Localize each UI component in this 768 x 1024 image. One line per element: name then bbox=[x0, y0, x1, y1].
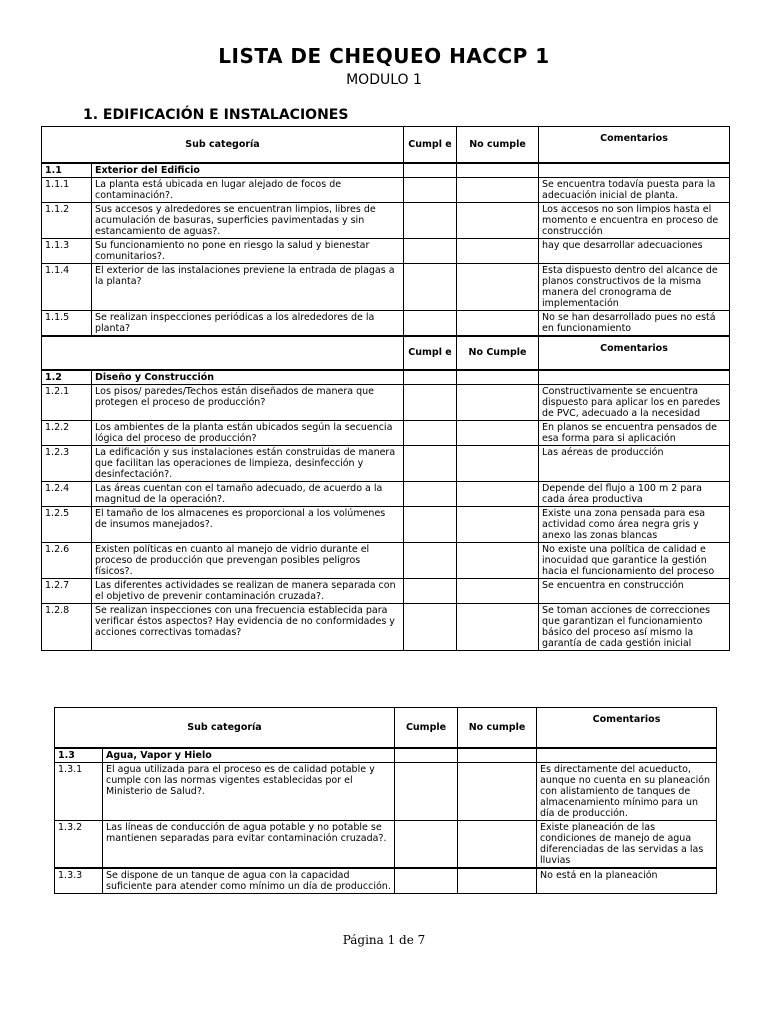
cumple-cell[interactable] bbox=[404, 445, 457, 481]
category-number: 1.3 bbox=[55, 748, 103, 763]
cumple-cell[interactable] bbox=[404, 506, 457, 542]
comment-cell: Se encuentra en construcción bbox=[539, 578, 730, 603]
no-cumple-cell[interactable] bbox=[457, 542, 539, 578]
item-number: 1.1.4 bbox=[42, 263, 92, 310]
comment-cell: Se encuentra todavía puesta para la adecuación inicial de planta. bbox=[539, 177, 730, 202]
cumple-cell[interactable] bbox=[404, 263, 457, 310]
item-text: Las diferentes actividades se realizan de manera separada con el objetivo de prevenir contaminación cruzada?. bbox=[92, 578, 404, 603]
no-cumple-cell[interactable] bbox=[457, 310, 539, 336]
no-cumple-cell[interactable] bbox=[458, 762, 537, 820]
category-number: 1.2 bbox=[42, 370, 92, 385]
item-number: 1.2.1 bbox=[42, 384, 92, 420]
item-number: 1.3.1 bbox=[55, 762, 103, 820]
table-row bbox=[42, 202, 730, 238]
item-text: La planta está ubicada en lugar alejado de focos de contaminación?. bbox=[92, 177, 404, 202]
table-row bbox=[42, 603, 730, 650]
category-number: 1.1 bbox=[42, 163, 92, 178]
no-cumple-cell[interactable] bbox=[457, 238, 539, 263]
item-text: Las áreas cuentan con el tamaño adecuado, de acuerdo a la magnitud de la operación?. bbox=[92, 481, 404, 506]
comment-cell: Los accesos no son limpios hasta el momento e encuentra en proceso de construcción bbox=[539, 202, 730, 238]
no-cumple-cell[interactable] bbox=[457, 578, 539, 603]
cumple-cell[interactable] bbox=[404, 481, 457, 506]
table-row bbox=[42, 578, 730, 603]
header-cumple: Cumpl e bbox=[404, 127, 457, 163]
item-text: Se dispone de un tanque de agua con la capacidad suficiente para atender como mínimo un día de producción. bbox=[103, 868, 395, 894]
item-number: 1.2.8 bbox=[42, 603, 92, 650]
cumple-cell[interactable] bbox=[404, 238, 457, 263]
comment-cell: No se han desarrollado pues no está en funcionamiento bbox=[539, 310, 730, 336]
item-text: Su funcionamiento no pone en riesgo la salud y bienestar comunitarios?. bbox=[92, 238, 404, 263]
cumple-cell[interactable] bbox=[404, 603, 457, 650]
cumple-cell[interactable] bbox=[395, 820, 458, 868]
no-cumple-cell[interactable] bbox=[458, 820, 537, 868]
item-number: 1.2.6 bbox=[42, 542, 92, 578]
no-cumple-cell[interactable] bbox=[458, 868, 537, 894]
item-text: La edificación y sus instalaciones están construidas de manera que facilitan las operaciones de limpieza, desinfección y desinfectación?. bbox=[92, 445, 404, 481]
comment-cell: Existe planeación de las condiciones de manejo de agua diferenciadas de las servidas a las lluvias bbox=[537, 820, 717, 868]
checklist-table-2 bbox=[54, 707, 717, 894]
item-text: El exterior de las instalaciones previene la entrada de plagas a la planta? bbox=[92, 263, 404, 310]
no-cumple-cell[interactable] bbox=[457, 177, 539, 202]
table-header-row bbox=[42, 127, 730, 163]
table-row bbox=[55, 762, 717, 820]
no-cumple-cell[interactable] bbox=[457, 420, 539, 445]
item-text: El tamaño de los almacenes es proporcional a los volúmenes de insumos manejados?. bbox=[92, 506, 404, 542]
no-cumple-cell[interactable] bbox=[457, 202, 539, 238]
item-text: Las líneas de conducción de agua potable y no potable se mantienen separadas para evitar contaminación cruzada?. bbox=[103, 820, 395, 868]
item-text: Los pisos/ paredes/Techos están diseñados de manera que protegen el proceso de producción? bbox=[92, 384, 404, 420]
header-subcategory: Sub categoría bbox=[42, 127, 404, 163]
item-number: 1.3.2 bbox=[55, 820, 103, 868]
no-cumple-cell[interactable] bbox=[457, 603, 539, 650]
item-number: 1.1.1 bbox=[42, 177, 92, 202]
header-no-cumple: No Cumple bbox=[457, 336, 539, 370]
table-header-row bbox=[55, 708, 717, 748]
item-text: El agua utilizada para el proceso es de calidad potable y cumple con las normas vigentes establecidas por el Ministerio de Salud?. bbox=[103, 762, 395, 820]
cumple-cell[interactable] bbox=[404, 542, 457, 578]
item-text: Existen políticas en cuanto al manejo de vidrio durante el proceso de producción que prevengan posibles peligros físicos?. bbox=[92, 542, 404, 578]
table-row bbox=[42, 481, 730, 506]
item-number: 1.3.3 bbox=[55, 868, 103, 894]
header-no-cumple: No cumple bbox=[457, 127, 539, 163]
checklist-table-1 bbox=[41, 126, 730, 651]
cumple-cell[interactable] bbox=[404, 384, 457, 420]
comment-cell: Existe una zona pensada para esa actividad como área negra gris y anexo las zonas blancas bbox=[539, 506, 730, 542]
item-number: 1.1.5 bbox=[42, 310, 92, 336]
category-name: Agua, Vapor y Hielo bbox=[103, 748, 395, 763]
cumple-cell[interactable] bbox=[404, 202, 457, 238]
cumple-cell[interactable] bbox=[404, 420, 457, 445]
comment-cell: Constructivamente se encuentra dispuesto para aplicar los en paredes de PVC, adecuado a la necesidad bbox=[539, 384, 730, 420]
cumple-cell[interactable] bbox=[404, 310, 457, 336]
page-title: LISTA DE CHEQUEO HACCP 1 bbox=[218, 44, 550, 68]
item-number: 1.1.2 bbox=[42, 202, 92, 238]
table-row bbox=[42, 310, 730, 336]
table-row bbox=[42, 384, 730, 420]
item-text: Se realizan inspecciones con una frecuencia establecida para verificar éstos aspectos? Hay evidencia de no conformidades y acciones correctivas tomadas? bbox=[92, 603, 404, 650]
no-cumple-cell[interactable] bbox=[457, 506, 539, 542]
item-text: Los ambientes de la planta están ubicados según la secuencia lógica del proceso de producción? bbox=[92, 420, 404, 445]
cumple-cell[interactable] bbox=[395, 762, 458, 820]
item-number: 1.2.4 bbox=[42, 481, 92, 506]
comment-cell: No está en la planeación bbox=[537, 868, 717, 894]
cumple-cell[interactable] bbox=[404, 578, 457, 603]
comment-cell: Esta dispuesto dentro del alcance de planos constructivos de la misma manera del cronograma de implementación bbox=[539, 263, 730, 310]
comment-cell: Depende del flujo a 100 m 2 para cada área productiva bbox=[539, 481, 730, 506]
item-number: 1.2.7 bbox=[42, 578, 92, 603]
module-subtitle: MODULO 1 bbox=[346, 72, 422, 88]
table-row bbox=[55, 820, 717, 868]
category-row bbox=[42, 370, 730, 385]
no-cumple-cell[interactable] bbox=[457, 384, 539, 420]
comment-cell: Es directamente del acueducto, aunque no cuenta en su planeación con alistamiento de tanques de almacenamiento mínimo para un día de producción. bbox=[537, 762, 717, 820]
header-comentarios: Comentarios bbox=[539, 336, 730, 370]
category-row bbox=[55, 748, 717, 763]
no-cumple-cell[interactable] bbox=[457, 481, 539, 506]
header-comentarios: Comentarios bbox=[539, 127, 730, 163]
table-row bbox=[42, 420, 730, 445]
table-row bbox=[42, 445, 730, 481]
item-text: Se realizan inspecciones periódicas a los alrededores de la planta? bbox=[92, 310, 404, 336]
category-name: Exterior del Edificio bbox=[92, 163, 404, 178]
comment-cell: hay que desarrollar adecuaciones bbox=[539, 238, 730, 263]
header-cumple: Cumple bbox=[395, 708, 458, 748]
table-header-row-2 bbox=[42, 336, 730, 370]
page-footer: Página 1 de 7 bbox=[342, 933, 426, 947]
cumple-cell[interactable] bbox=[395, 868, 458, 894]
table-row bbox=[42, 506, 730, 542]
header-no-cumple: No cumple bbox=[458, 708, 537, 748]
header-comentarios: Comentarios bbox=[537, 708, 717, 748]
table-row bbox=[42, 177, 730, 202]
no-cumple-cell[interactable] bbox=[457, 263, 539, 310]
category-row bbox=[42, 163, 730, 178]
table-row bbox=[55, 868, 717, 894]
comment-cell: En planos se encuentra pensados de esa forma para si aplicación bbox=[539, 420, 730, 445]
section-heading: 1. EDIFICACIÓN E INSTALACIONES bbox=[83, 107, 349, 123]
item-text: Sus accesos y alrededores se encuentran limpios, libres de acumulación de basuras, superficies pavimentadas y sin estancamiento de aguas?. bbox=[92, 202, 404, 238]
comment-cell: Las aéreas de producción bbox=[539, 445, 730, 481]
table-row bbox=[42, 542, 730, 578]
comment-cell: No existe una política de calidad e inocuidad que garantice la gestión hacia el funcionamiento del proceso bbox=[539, 542, 730, 578]
cumple-cell[interactable] bbox=[404, 177, 457, 202]
header-cumple: Cumpl e bbox=[404, 336, 457, 370]
item-number: 1.2.3 bbox=[42, 445, 92, 481]
table-row bbox=[42, 238, 730, 263]
header-subcategory: Sub categoría bbox=[55, 708, 395, 748]
comment-cell: Se toman acciones de correcciones que garantizan el funcionamiento básico del proceso así mismo la garantía de cada gestión inicial bbox=[539, 603, 730, 650]
category-name: Diseño y Construcción bbox=[92, 370, 404, 385]
item-number: 1.1.3 bbox=[42, 238, 92, 263]
item-number: 1.2.2 bbox=[42, 420, 92, 445]
table-row bbox=[42, 263, 730, 310]
no-cumple-cell[interactable] bbox=[457, 445, 539, 481]
item-number: 1.2.5 bbox=[42, 506, 92, 542]
